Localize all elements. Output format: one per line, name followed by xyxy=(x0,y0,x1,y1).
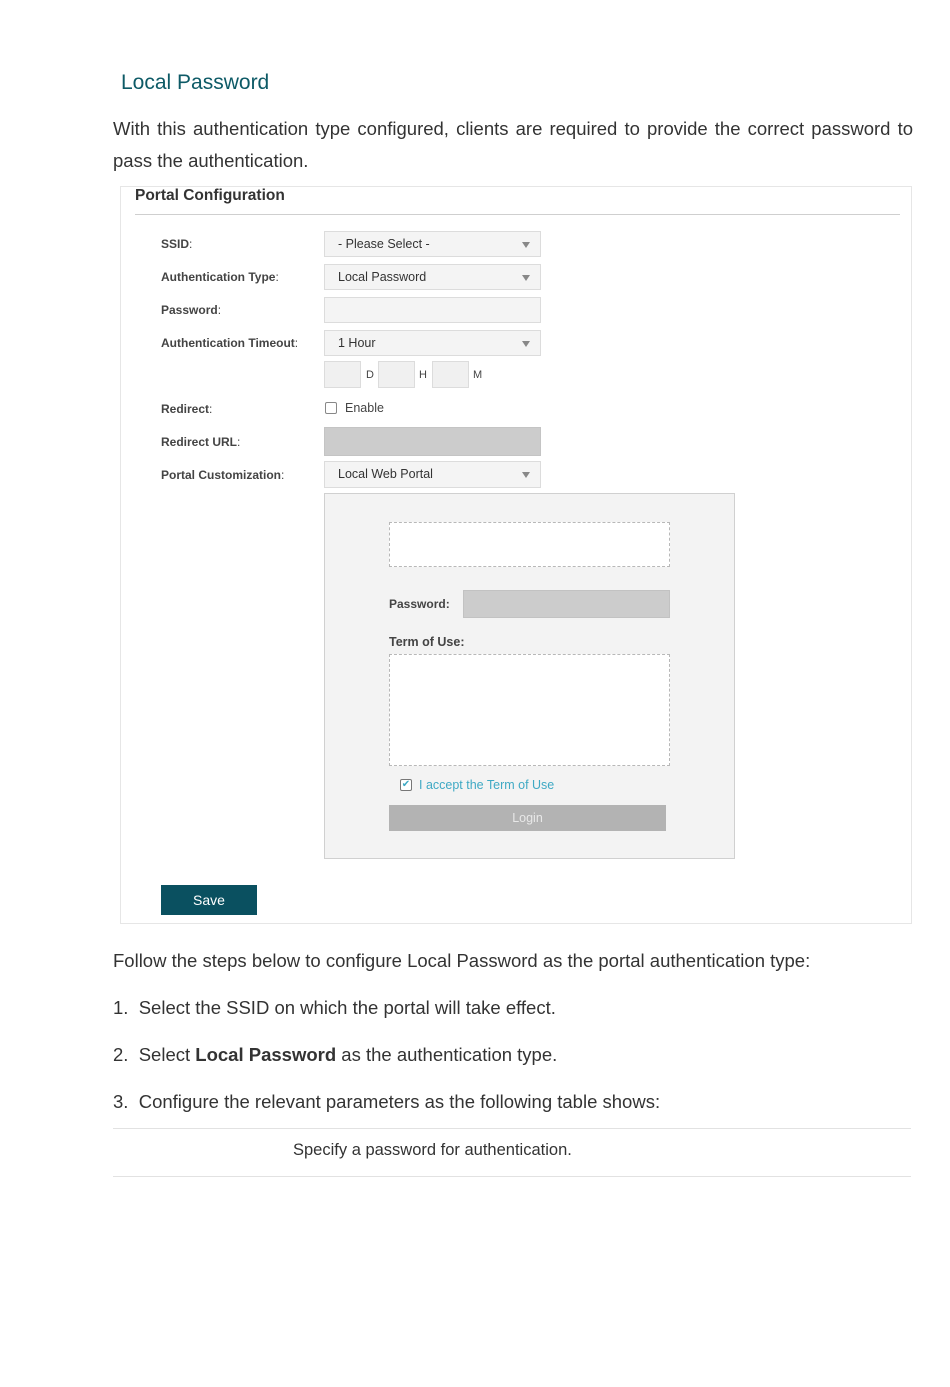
preview-logo-area xyxy=(389,522,670,567)
table-bottom-rule xyxy=(113,1176,911,1177)
step-2: 2. Select Local Password as the authentication type. xyxy=(113,1044,558,1065)
preview-accept-checkbox[interactable] xyxy=(400,779,412,791)
preview-term-label: Term of Use: xyxy=(389,635,465,649)
intro-paragraph: With this authentication type configured, clients are required to provide the correct password to pass the authentication. xyxy=(113,118,913,171)
minutes-unit-label: M xyxy=(473,369,483,381)
section-title: Local Password xyxy=(121,71,270,94)
timeout-days-input[interactable] xyxy=(324,361,361,388)
redirect-url-input[interactable] xyxy=(324,427,541,456)
auth-timeout-label: Authentication Timeout: xyxy=(161,336,299,350)
table-top-rule xyxy=(113,1128,911,1129)
ssid-select[interactable] xyxy=(324,231,541,257)
redirect-enable-label: Enable xyxy=(345,401,384,415)
table-param-description: Specify a password for authentication. xyxy=(293,1141,572,1159)
steps-intro: Follow the steps below to configure Local Password as the portal authentication type: xyxy=(113,950,811,971)
timeout-hours-input[interactable] xyxy=(378,361,415,388)
save-button[interactable]: Save xyxy=(161,885,257,915)
preview-login-button[interactable]: Login xyxy=(389,805,666,831)
chevron-down-icon xyxy=(522,341,530,347)
auth-timeout-select-value: 1 Hour xyxy=(338,336,376,350)
preview-accept-label[interactable]: I accept the Term of Use xyxy=(419,778,555,792)
preview-password-input[interactable] xyxy=(463,590,670,618)
chevron-down-icon xyxy=(522,242,530,248)
chevron-down-icon xyxy=(522,275,530,281)
hours-unit-label: H xyxy=(419,369,427,381)
ssid-select-value: - Please Select - xyxy=(338,237,430,251)
ssid-label: SSID: xyxy=(161,237,193,251)
days-unit-label: D xyxy=(366,369,374,381)
timeout-minutes-input[interactable] xyxy=(432,361,469,388)
auth-timeout-select[interactable] xyxy=(324,330,541,356)
chevron-down-icon xyxy=(522,472,530,478)
auth-type-select-value: Local Password xyxy=(338,270,427,284)
auth-type-label: Authentication Type: xyxy=(161,270,279,284)
redirect-url-label: Redirect URL: xyxy=(161,435,241,449)
checkmark-icon: ✔ xyxy=(401,779,411,790)
redirect-enable-checkbox[interactable] xyxy=(325,402,337,414)
redirect-label: Redirect: xyxy=(161,402,213,416)
portal-customization-select-value: Local Web Portal xyxy=(338,467,433,481)
password-input[interactable] xyxy=(324,297,541,323)
preview-term-box[interactable] xyxy=(389,654,670,766)
step-1: 1. Select the SSID on which the portal will take effect. xyxy=(113,997,556,1018)
portal-customization-label: Portal Customization: xyxy=(161,468,285,482)
panel-title: Portal Configuration xyxy=(135,187,285,204)
portal-customization-select[interactable] xyxy=(324,461,541,488)
step-3: 3. Configure the relevant parameters as the following table shows: xyxy=(113,1091,661,1112)
auth-type-select[interactable] xyxy=(324,264,541,290)
panel-divider xyxy=(135,214,900,215)
password-label: Password: xyxy=(161,303,222,317)
preview-password-label: Password: xyxy=(389,597,450,611)
